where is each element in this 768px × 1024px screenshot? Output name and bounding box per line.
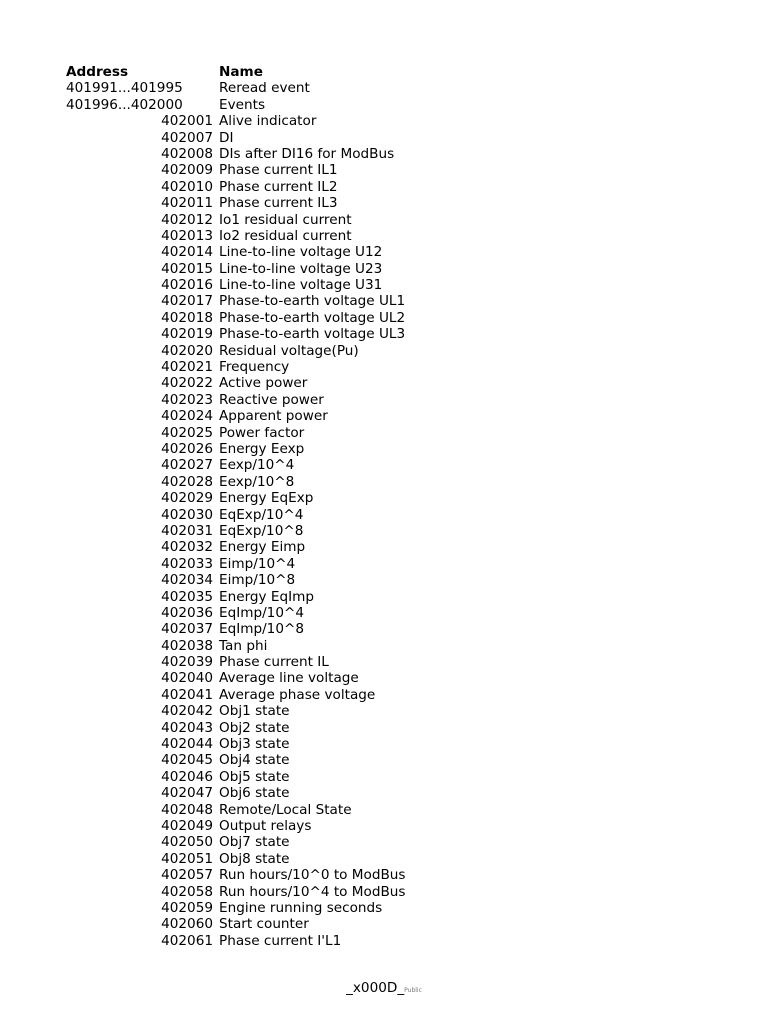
- register-address: 402015: [161, 260, 213, 277]
- register-address: 402034: [161, 572, 213, 589]
- register-name: Obj8 state: [219, 850, 290, 867]
- address-column-header: Address: [66, 64, 129, 80]
- register-address: 402012: [161, 211, 213, 228]
- register-address: 401991...401995: [66, 80, 183, 97]
- register-name: EqExp/10^4: [219, 506, 304, 523]
- table-row: [66, 638, 706, 654]
- table-row: [66, 539, 706, 555]
- register-address: 402009: [161, 162, 213, 179]
- register-address: 402025: [161, 424, 213, 441]
- table-row: [66, 818, 706, 834]
- register-name: Tan phi: [219, 637, 268, 654]
- register-name: Obj2 state: [219, 719, 290, 736]
- table-row: [66, 293, 706, 309]
- footer-text: _x000D_: [346, 980, 405, 996]
- table-row: [66, 326, 706, 342]
- register-name: Frequency: [219, 359, 290, 376]
- register-address: 402013: [161, 227, 213, 244]
- table-row: [66, 621, 706, 637]
- register-address: 402038: [161, 637, 213, 654]
- register-address: 402058: [161, 883, 213, 900]
- register-address: 402010: [161, 178, 213, 195]
- register-address: 402001: [161, 113, 213, 130]
- register-address: 402031: [161, 522, 213, 539]
- register-name: Eimp/10^8: [219, 572, 296, 589]
- register-address: 402050: [161, 834, 213, 851]
- table-row: [66, 556, 706, 572]
- register-address: 402028: [161, 473, 213, 490]
- register-address: 402033: [161, 555, 213, 572]
- register-name: Line-to-line voltage U12: [219, 244, 383, 261]
- register-name: Phase-to-earth voltage UL2: [219, 309, 406, 326]
- table-row: [66, 162, 706, 178]
- register-address: 402051: [161, 850, 213, 867]
- register-address: 402036: [161, 604, 213, 621]
- register-name: Eimp/10^4: [219, 555, 296, 572]
- table-row: [66, 523, 706, 539]
- register-name: EqImp/10^4: [219, 604, 305, 621]
- table-row: [66, 277, 706, 293]
- register-name: Obj5 state: [219, 768, 290, 785]
- table-row: [66, 310, 706, 326]
- table-row: [66, 228, 706, 244]
- register-name: Engine running seconds: [219, 899, 383, 916]
- register-address: 402018: [161, 309, 213, 326]
- register-name: Remote/Local State: [219, 801, 352, 818]
- register-name: Reactive power: [219, 391, 324, 408]
- table-row: [66, 507, 706, 523]
- register-address: 402029: [161, 490, 213, 507]
- register-address: 402011: [161, 195, 213, 212]
- table-row: [66, 244, 706, 260]
- register-name: Apparent power: [219, 408, 328, 425]
- table-row: [66, 736, 706, 752]
- register-name: DIs after DI16 for ModBus: [219, 145, 395, 162]
- table-row: [66, 261, 706, 277]
- register-address: 402017: [161, 293, 213, 310]
- register-address: 402042: [161, 703, 213, 720]
- register-address: 402030: [161, 506, 213, 523]
- register-address: 402027: [161, 457, 213, 474]
- register-address: 402060: [161, 916, 213, 933]
- register-name: Obj6 state: [219, 785, 290, 802]
- register-name: Average phase voltage: [219, 686, 376, 703]
- page-footer: [0, 980, 768, 996]
- register-name: EqExp/10^8: [219, 522, 304, 539]
- table-row: [66, 425, 706, 441]
- footer-classification: Public: [404, 987, 422, 994]
- register-address: 402037: [161, 621, 213, 638]
- register-address: 402016: [161, 277, 213, 294]
- register-address: 402019: [161, 326, 213, 343]
- register-address: 402044: [161, 736, 213, 753]
- register-address: 402043: [161, 719, 213, 736]
- table-row: [66, 802, 706, 818]
- register-name: Line-to-line voltage U31: [219, 277, 383, 294]
- table-row: [66, 179, 706, 195]
- table-row: [66, 720, 706, 736]
- table-row: [66, 769, 706, 785]
- table-row: [66, 851, 706, 867]
- register-name: Phase current IL2: [219, 178, 338, 195]
- register-name: Run hours/10^4 to ModBus: [219, 883, 406, 900]
- table-row: [66, 703, 706, 719]
- name-column-header: Name: [219, 64, 263, 80]
- register-name: Obj7 state: [219, 834, 290, 851]
- register-address: 402039: [161, 654, 213, 671]
- register-name: Obj1 state: [219, 703, 290, 720]
- table-row: [66, 654, 706, 670]
- register-name: EqImp/10^8: [219, 621, 305, 638]
- table-row: [66, 408, 706, 424]
- register-address: 402026: [161, 440, 213, 457]
- register-name: Obj3 state: [219, 736, 290, 753]
- register-address: 402023: [161, 391, 213, 408]
- register-name: DI: [219, 129, 234, 146]
- register-name: Power factor: [219, 424, 305, 441]
- register-name: Energy Eexp: [219, 440, 305, 457]
- table-row: [66, 343, 706, 359]
- table-row: [66, 785, 706, 801]
- register-name: Events: [219, 96, 266, 113]
- table-row: [66, 457, 706, 473]
- register-address: 402032: [161, 539, 213, 556]
- register-address: 402040: [161, 670, 213, 687]
- register-address: 402008: [161, 145, 213, 162]
- register-name: Phase current IL1: [219, 162, 338, 179]
- register-name: Residual voltage(Pu): [219, 342, 359, 359]
- register-name: Phase-to-earth voltage UL1: [219, 293, 406, 310]
- table-row: [66, 97, 706, 113]
- table-row: [66, 670, 706, 686]
- table-row: [66, 572, 706, 588]
- register-name: Phase current IL3: [219, 195, 338, 212]
- table-row: [66, 589, 706, 605]
- register-address: 402020: [161, 342, 213, 359]
- register-name: Eexp/10^8: [219, 473, 295, 490]
- register-address: 402021: [161, 359, 213, 376]
- table-row: [66, 441, 706, 457]
- table-row: [66, 490, 706, 506]
- table-row: [66, 605, 706, 621]
- register-address: 402007: [161, 129, 213, 146]
- table-row: [66, 146, 706, 162]
- table-row: [66, 392, 706, 408]
- register-address: 402046: [161, 768, 213, 785]
- register-name: Energy Eimp: [219, 539, 306, 556]
- table-row: [66, 195, 706, 211]
- table-row: [66, 900, 706, 916]
- table-row: [66, 867, 706, 883]
- register-name: Energy EqImp: [219, 588, 315, 605]
- register-name: Phase current IL: [219, 654, 329, 671]
- register-name: Alive indicator: [219, 113, 317, 130]
- table-row: [66, 375, 706, 391]
- register-name: Phase current I'L1: [219, 932, 342, 949]
- table-row: [66, 687, 706, 703]
- table-row: [66, 359, 706, 375]
- register-address: 402024: [161, 408, 213, 425]
- register-name: Io2 residual current: [219, 227, 352, 244]
- table-row: [66, 80, 706, 96]
- register-name: Reread event: [219, 80, 310, 97]
- register-name: Eexp/10^4: [219, 457, 295, 474]
- register-name: Energy EqExp: [219, 490, 314, 507]
- register-address: 402047: [161, 785, 213, 802]
- table-header: [66, 64, 706, 80]
- table-row: [66, 884, 706, 900]
- register-address: 402041: [161, 686, 213, 703]
- register-name: Obj4 state: [219, 752, 290, 769]
- register-address: 401996...402000: [66, 96, 183, 113]
- table-row: [66, 113, 706, 129]
- register-name: Active power: [219, 375, 308, 392]
- register-table: [66, 64, 706, 949]
- table-row: [66, 474, 706, 490]
- register-name: Average line voltage: [219, 670, 359, 687]
- register-name: Line-to-line voltage U23: [219, 260, 383, 277]
- register-name: Phase-to-earth voltage UL3: [219, 326, 406, 343]
- register-address: 402057: [161, 867, 213, 884]
- table-row: [66, 933, 706, 949]
- register-address: 402014: [161, 244, 213, 261]
- register-address: 402059: [161, 899, 213, 916]
- table-row: [66, 130, 706, 146]
- table-row: [66, 916, 706, 932]
- table-row: [66, 752, 706, 768]
- register-address: 402049: [161, 817, 213, 834]
- register-name: Start counter: [219, 916, 309, 933]
- register-address: 402048: [161, 801, 213, 818]
- table-row: [66, 834, 706, 850]
- register-address: 402035: [161, 588, 213, 605]
- register-name: Output relays: [219, 817, 312, 834]
- table-row: [66, 212, 706, 228]
- register-name: Run hours/10^0 to ModBus: [219, 867, 406, 884]
- register-name: Io1 residual current: [219, 211, 352, 228]
- register-address: 402045: [161, 752, 213, 769]
- register-address: 402022: [161, 375, 213, 392]
- register-address: 402061: [161, 932, 213, 949]
